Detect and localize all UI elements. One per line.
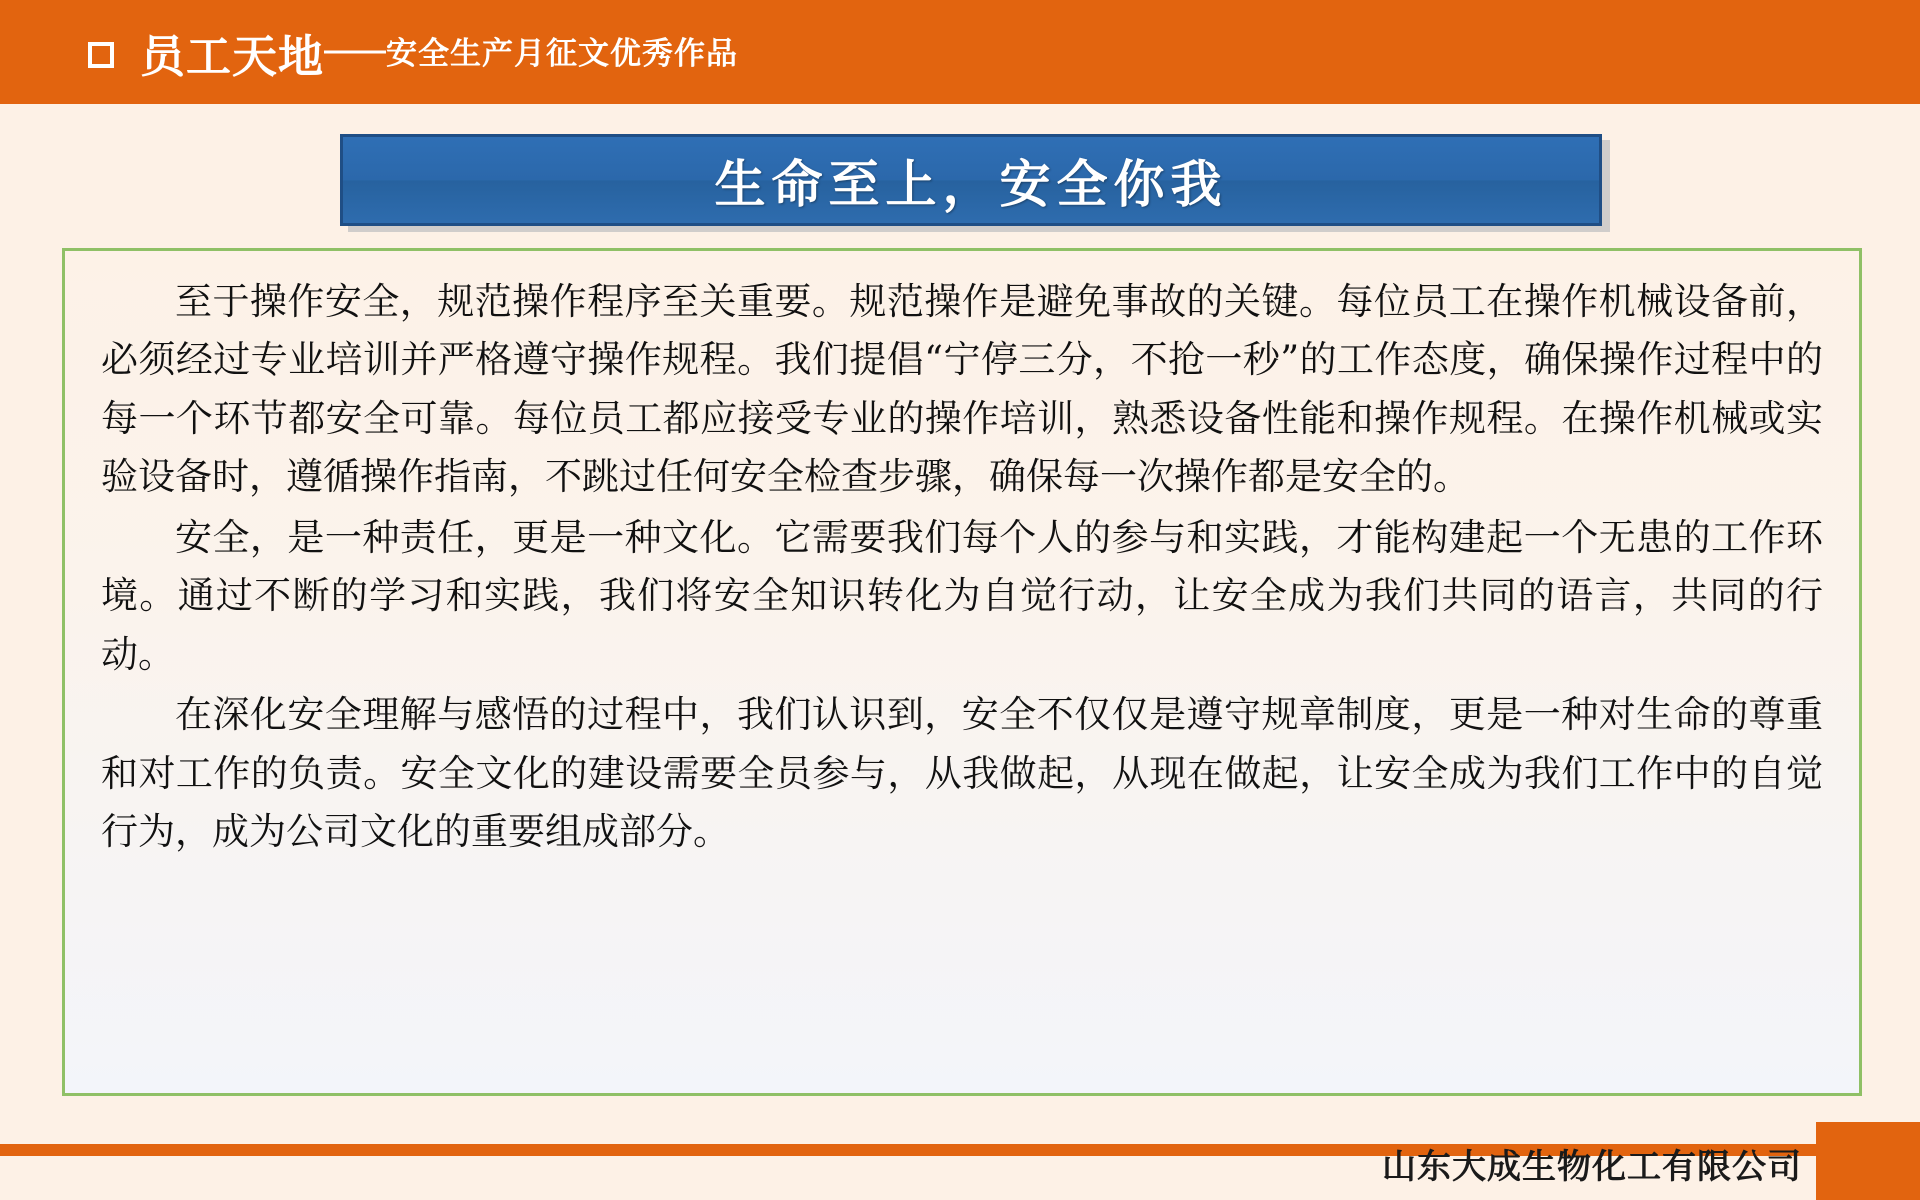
header-content xyxy=(88,0,738,104)
header-bar xyxy=(0,0,1920,104)
header-subtitle: 安全生产月征文优秀作品 xyxy=(386,35,739,72)
header-dash: —— xyxy=(324,32,387,67)
footer-company-name: 山东大成生物化工有限公司 xyxy=(1382,1147,1802,1187)
title-banner xyxy=(340,134,1602,226)
paragraph: 在深化安全理解与感悟的过程中，我们认识到，安全不仅仅是遵守规章制度，更是一种对生命的尊重和对工作的负责。安全文化的建设需要全员参与，从我做起，从现在做起，让安全成为我们工作中的自觉行为，成为公司文化的重要组成部分。 xyxy=(101,693,1823,854)
banner-title: 生命至上，安全你我 xyxy=(714,156,1228,215)
header-title: 员工天地 xyxy=(140,29,325,83)
paragraph: 安全，是一种责任，更是一种文化。它需要我们每个人的参与和实践，才能构建起一个无患的工作环境。通过不断的学习和实践，我们将安全知识转化为自觉行动，让安全成为我们共同的语言，共同的行动。 xyxy=(101,515,1823,676)
footer-corner-block xyxy=(1816,1122,1920,1200)
content-box xyxy=(62,248,1862,1096)
square-outline-icon xyxy=(88,42,114,68)
paragraph: 至于操作安全，规范操作程序至关重要。规范操作是避免事故的关键。每位员工在操作机械设备前，必须经过专业培训并严格遵守操作规程。我们提倡“宁停三分，不抢一秒”的工作态度，确保操作过程中的每一个环节都安全可靠。每位员工都应接受专业的操作培训，熟悉设备性能和操作规程。在操作机械或实验设备时，遵循操作指南，不跳过任何安全检查步骤，确保每一次操作都是安全的。 xyxy=(101,280,1823,499)
